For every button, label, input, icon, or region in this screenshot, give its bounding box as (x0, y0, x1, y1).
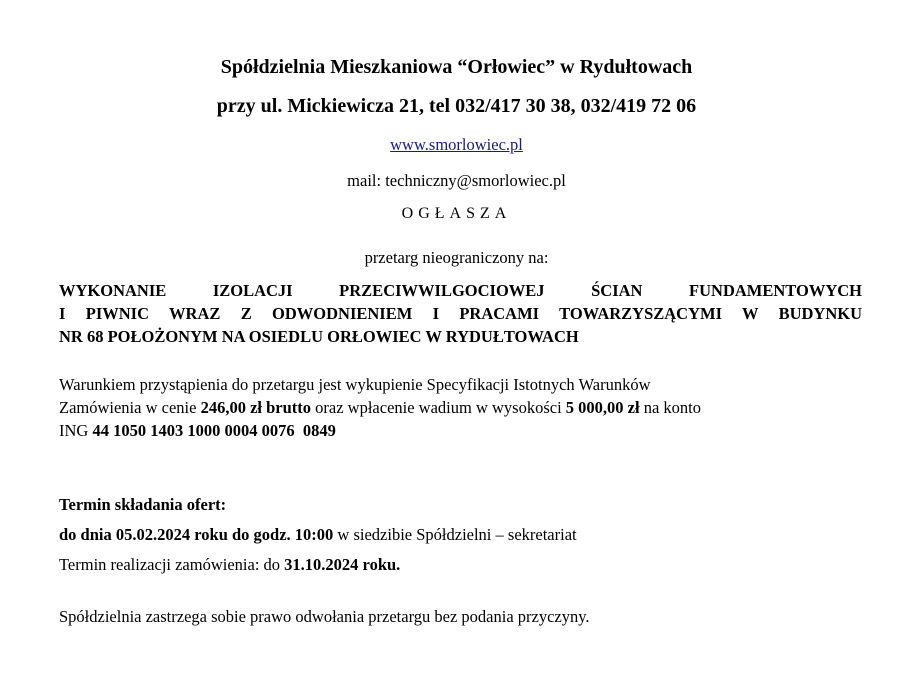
deadline-heading: Termin składania ofert: (59, 495, 227, 514)
conditions-text: oraz wpłacenie wadium w wysokości (311, 398, 566, 417)
realization-date: 31.10.2024 roku. (284, 555, 401, 574)
website-line (0, 135, 913, 155)
deadline-place: w siedzibie Spółdzielni – sekretariat (333, 525, 577, 544)
realization-row (59, 550, 879, 580)
bank-name: ING (59, 421, 93, 440)
mail-line (0, 171, 913, 191)
realization-label: Termin realizacji zamówienia: do (59, 555, 285, 574)
subject-line-1: WYKONANIE IZOLACJI PRZECIWWILGOCIOWEJ ŚCIAN FUNDAMENTOWYCH (59, 281, 862, 300)
conditions-text: Zamówienia w cenie (59, 398, 201, 417)
account-number: 44 1050 1403 1000 0004 0076 0849 (92, 421, 336, 440)
announces-heading: OGŁASZA (401, 205, 512, 222)
bank-account-line (59, 419, 879, 442)
mail-address: techniczny@smorlowiec.pl (385, 171, 566, 190)
organization-address: przy ul. Mickiewicza 21, tel 032/417 30 38, 032/419 72 06 (216, 95, 697, 117)
conditions-line-2 (59, 396, 879, 419)
deposit-amount: 5 000,00 zł (565, 398, 640, 417)
deadline-date: do dnia 05.02.2024 roku do godz. 10:00 (59, 525, 334, 544)
deadline-section (59, 490, 879, 580)
tender-subject (59, 279, 862, 348)
tender-type: przetarg nieograniczony na: (364, 248, 549, 267)
conditions-line-1: Warunkiem przystąpienia do przetargu jest wykupienie Specyfikacji Istotnych Warunków (59, 375, 651, 394)
subject-line-3: NR 68 POŁOŻONYM NA OSIEDLU ORŁOWIEC W RYDUŁTOWACH (59, 327, 579, 346)
website-link[interactable]: www.smorlowiec.pl (390, 135, 523, 154)
subject-line-2: I PIWNIC WRAZ Z ODWODNIENIEM I PRACAMI TOWARZYSZĄCYMI W BUDYNKU (59, 304, 862, 323)
disclaimer: Spółdzielnia zastrzega sobie prawo odwołania przetargu bez podania przyczyny. (59, 607, 590, 626)
mail-label: mail: (347, 171, 382, 190)
deadline-heading-row (59, 490, 879, 520)
organization-name: Spółdzielnia Mieszkaniowa “Orłowiec” w Rydułtowach (220, 56, 693, 78)
deadline-date-row (59, 520, 879, 550)
spec-price: 246,00 zł brutto (200, 398, 312, 417)
participation-conditions (59, 373, 879, 442)
conditions-text: na konto (639, 398, 702, 417)
